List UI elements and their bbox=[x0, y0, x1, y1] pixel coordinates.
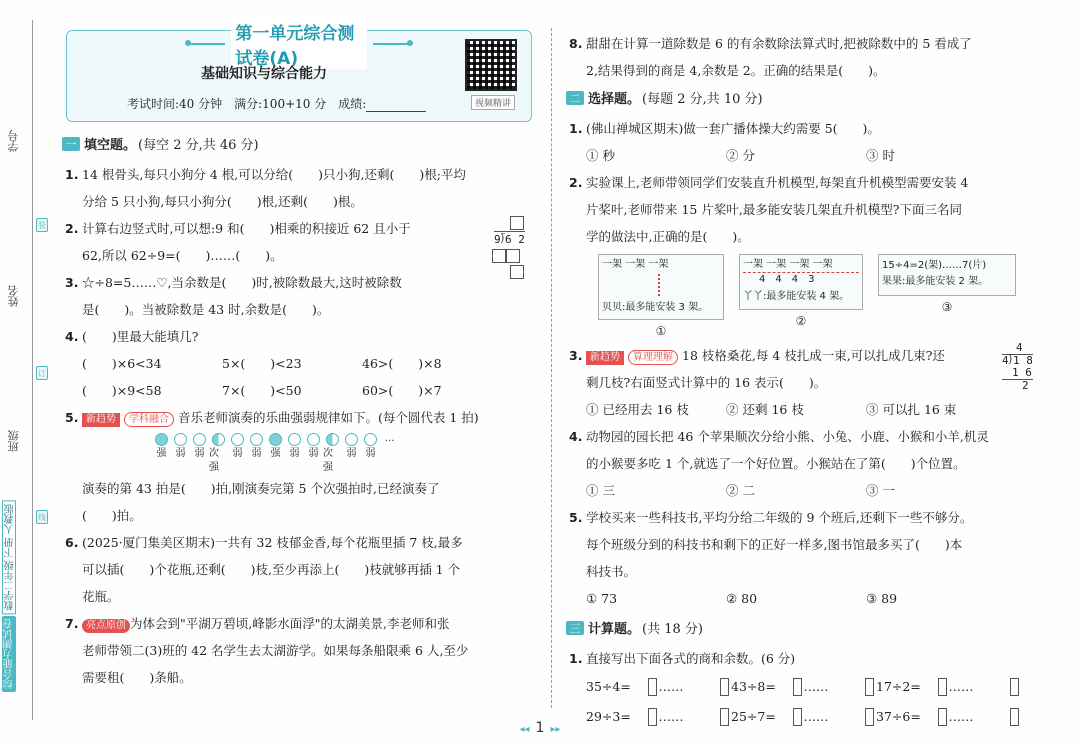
option[interactable]: ② 分 bbox=[726, 148, 755, 163]
beat-label: 弱 bbox=[194, 448, 205, 459]
dots: …… bbox=[803, 679, 829, 694]
question-text: 动物园的园长把 46 个苹果顺次分给小熊、小兔、小鹿、小猴和小羊,机灵 bbox=[586, 429, 989, 444]
question-text: 是( )。当被除数是 43 时,余数是( )。 bbox=[82, 302, 330, 317]
exam-info bbox=[127, 95, 426, 112]
method-top: 15÷4=2(架)……7(片) bbox=[882, 260, 987, 271]
question-number: 4. bbox=[569, 429, 583, 444]
division-line: 9⟌6 2 bbox=[494, 233, 525, 246]
question-choice-3 bbox=[566, 342, 1046, 396]
option[interactable]: ① 已经用去 16 枝 bbox=[586, 402, 689, 417]
beat-label: 弱 bbox=[289, 448, 300, 459]
question-calc-1 bbox=[566, 645, 1046, 672]
question-text: 剩几枝?右面竖式计算中的 16 表示( )。 bbox=[586, 375, 827, 390]
option[interactable]: ③ 89 bbox=[866, 591, 898, 606]
beat bbox=[152, 433, 171, 475]
original-badge: 亮点原创 bbox=[82, 619, 130, 633]
option[interactable]: ② 二 bbox=[726, 483, 755, 498]
question-text: 可以插( )个花瓶,还剩( )枝,至少再添上( )枝就够再插 1 个 bbox=[82, 562, 461, 577]
answer-box[interactable] bbox=[492, 249, 506, 263]
beat-circle bbox=[345, 433, 358, 446]
question-text: 每个班级分到的科技书和剩下的正好一样多,图书馆最多买了( )本 bbox=[586, 537, 963, 552]
question-text: (2025·厦门集美区期末)一共有 32 枝郁金香,每个花瓶里插 7 枝,最多 bbox=[82, 535, 463, 550]
question-fill-7 bbox=[62, 610, 540, 691]
question-text: 实验课上,老师带领同学们安装直升机模型,每架直升机模型需要安装 4 bbox=[586, 175, 969, 190]
method-bottom: 贝贝:最多能安装 3 架。 bbox=[602, 302, 709, 313]
beat-label: 次强 bbox=[323, 448, 333, 473]
question-number: 1. bbox=[65, 167, 79, 182]
class-label: 班级 bbox=[7, 430, 20, 452]
question-number: 5. bbox=[65, 410, 79, 425]
calc-item bbox=[586, 672, 731, 702]
question-text: 科技书。 bbox=[586, 564, 637, 579]
section-name: 计算题。 bbox=[588, 622, 641, 637]
beat-circle bbox=[307, 433, 320, 446]
question-number: 8. bbox=[569, 36, 583, 51]
beat bbox=[247, 433, 266, 475]
beat-sequence bbox=[62, 433, 540, 475]
question-fill-4 bbox=[62, 323, 540, 350]
section-name: 填空题。 bbox=[84, 138, 137, 153]
beat bbox=[285, 433, 304, 475]
beat bbox=[342, 433, 361, 475]
question-choice-4 bbox=[566, 423, 1046, 477]
section-number: 二 bbox=[566, 91, 584, 105]
question-number: 5. bbox=[569, 510, 583, 525]
method-top: 一架 一架 一架 bbox=[602, 259, 669, 270]
beat-circle bbox=[288, 433, 301, 446]
dots: …… bbox=[658, 679, 684, 694]
section-number: 一 bbox=[62, 137, 80, 151]
section-header-calc bbox=[566, 618, 1046, 637]
beat-label: 弱 bbox=[346, 448, 357, 459]
inequality: ( )×9<58 bbox=[82, 383, 162, 398]
binding-mark: 装 bbox=[36, 218, 48, 232]
section-note: (每题 2 分,共 10 分) bbox=[642, 92, 763, 107]
beat-circle bbox=[250, 433, 263, 446]
exam-info-text: 考试时间:40 分钟 满分:100+10 分 成绩: bbox=[127, 97, 367, 111]
right-column bbox=[566, 30, 1046, 732]
question-choice-1 bbox=[566, 115, 1046, 142]
answer-box[interactable] bbox=[793, 678, 802, 696]
question-text: (佛山禅城区期末)做一套广播体操大约需要 5( )。 bbox=[586, 121, 880, 136]
page-footer bbox=[0, 720, 1080, 736]
answer-box[interactable] bbox=[510, 216, 524, 230]
option[interactable]: ① 73 bbox=[586, 591, 618, 606]
calc-item bbox=[731, 672, 876, 702]
question-fill-3 bbox=[62, 269, 540, 323]
dividend: 4⟌1 8 bbox=[1002, 354, 1033, 367]
beat-ellipsis bbox=[380, 433, 399, 475]
qr-label: 视频精讲 bbox=[471, 95, 515, 110]
arrow-left-icon: ◂◂ bbox=[519, 724, 530, 735]
question-text: 计算右边竖式时,可以想:9 和( )相乘的积接近 62 且小于 bbox=[82, 221, 411, 236]
question-text: 花瓶。 bbox=[82, 589, 120, 604]
beat bbox=[209, 433, 228, 475]
expression: 17÷2= bbox=[876, 679, 921, 694]
option[interactable]: ① 三 bbox=[586, 483, 615, 498]
beat bbox=[304, 433, 323, 475]
student-no-label: 学号 bbox=[7, 130, 20, 152]
product: 1 6 bbox=[1002, 367, 1033, 380]
question-text: 音乐老师演奏的乐曲强弱规律如下。(每个圆代表 1 拍) bbox=[178, 410, 479, 425]
option[interactable]: ② 还剩 16 枝 bbox=[726, 402, 804, 417]
binding-mark: 线 bbox=[36, 510, 48, 524]
question-fill-1 bbox=[62, 161, 540, 215]
page-subtitle: 基础知识与综合能力 bbox=[201, 66, 327, 82]
method-frame bbox=[739, 254, 863, 310]
question-fill-8 bbox=[566, 30, 1046, 84]
answer-box[interactable] bbox=[865, 678, 874, 696]
tag-badge: 算理理解 bbox=[628, 350, 678, 365]
answer-box[interactable] bbox=[1010, 678, 1019, 696]
quotient: 4 bbox=[1016, 341, 1023, 354]
inequality: 5×( )<23 bbox=[222, 356, 302, 371]
answer-box[interactable] bbox=[938, 678, 947, 696]
question-choice-5 bbox=[566, 504, 1046, 585]
options-row bbox=[566, 477, 1046, 504]
left-column bbox=[62, 24, 540, 691]
question-text: 老师带领二(3)班的 42 名学生去太湖游学。如果每条船限乘 6 人,至少 bbox=[82, 643, 469, 658]
dots: …… bbox=[658, 709, 684, 724]
score-blank[interactable] bbox=[366, 100, 426, 112]
column-divider bbox=[551, 28, 552, 708]
section-name: 选择题。 bbox=[588, 92, 641, 107]
beat-label: 弱 bbox=[175, 448, 186, 459]
answer-box[interactable] bbox=[648, 678, 657, 696]
title-deco-left bbox=[189, 43, 225, 45]
answer-box[interactable] bbox=[720, 678, 729, 696]
propeller-dots bbox=[658, 274, 720, 296]
question-text: 需要租( )条船。 bbox=[82, 670, 192, 685]
beat-circle bbox=[212, 433, 225, 446]
question-fill-6 bbox=[62, 529, 540, 610]
question-fill-2 bbox=[62, 215, 540, 269]
question-text: 为体会到"平湖万碧顷,峰影水面浮"的太湖美景,李老师和张 bbox=[130, 616, 450, 631]
subject-tag: 数学二年级 下册 人教版 bbox=[2, 500, 16, 614]
beat-label: 弱 bbox=[232, 448, 243, 459]
inequality: ( )×6<34 bbox=[82, 356, 162, 371]
trend-badge: 新趋势 bbox=[82, 413, 120, 427]
question-number: 6. bbox=[65, 535, 79, 550]
beat-circle bbox=[174, 433, 187, 446]
method-picture bbox=[878, 254, 1016, 338]
expression: 35÷4= bbox=[586, 679, 631, 694]
dots: …… bbox=[948, 709, 974, 724]
beat-label: 强 bbox=[270, 448, 281, 459]
method-frame bbox=[878, 254, 1016, 296]
beat-circle bbox=[193, 433, 206, 446]
method-caption[interactable]: ① bbox=[655, 324, 667, 338]
method-mid: 4 4 4 3 bbox=[759, 274, 815, 285]
vertical-division bbox=[1002, 342, 1033, 392]
question-text: 2,结果得到的商是 4,余数是 2。正确的结果是( )。 bbox=[586, 63, 886, 78]
question-text: 学的做法中,正确的是( )。 bbox=[586, 229, 750, 244]
inequality: 60>( )×7 bbox=[362, 383, 442, 398]
tag-badge: 学科融合 bbox=[124, 412, 174, 427]
option[interactable]: ③ 可以扎 16 束 bbox=[866, 402, 957, 417]
option[interactable]: ③ 一 bbox=[866, 483, 895, 498]
beat-circle bbox=[269, 433, 282, 446]
remainder: 2 bbox=[1022, 379, 1029, 392]
option[interactable]: ① 秒 bbox=[586, 148, 615, 163]
section-header-fill bbox=[62, 134, 540, 153]
question-number: 1. bbox=[569, 651, 583, 666]
question-text: ☆÷8=5……♡,当余数是( )时,被除数最大,这时被除数 bbox=[82, 275, 402, 290]
binding-mark: 订 bbox=[36, 366, 48, 380]
inequality: 7×( )<50 bbox=[222, 383, 302, 398]
qr-code-icon[interactable] bbox=[465, 39, 517, 91]
question-text: 学校买来一些科技书,平均分给二年级的 9 个班后,还剩下一些不够分。 bbox=[586, 510, 973, 525]
question-text: 演奏的第 43 拍是( )拍,刚演奏完第 5 个次强拍时,已经演奏了 bbox=[82, 481, 440, 496]
beat-label: 次强 bbox=[209, 448, 219, 473]
beat-circle bbox=[364, 433, 377, 446]
question-fill-5 bbox=[62, 404, 540, 431]
question-number: 7. bbox=[65, 616, 79, 631]
section-note: (共 18 分) bbox=[642, 622, 703, 637]
beat bbox=[171, 433, 190, 475]
expression: 43÷8= bbox=[731, 679, 776, 694]
method-caption[interactable]: ② bbox=[795, 314, 807, 328]
section-header-choice bbox=[566, 88, 1046, 107]
question-text: ( )拍。 bbox=[82, 508, 142, 523]
question-number: 4. bbox=[65, 329, 79, 344]
inequality-row bbox=[62, 377, 540, 404]
expression: 25÷7= bbox=[731, 709, 776, 724]
beat bbox=[266, 433, 285, 475]
page-number: 1 bbox=[535, 720, 545, 736]
question-text: 14 根骨头,每只小狗分 4 根,可以分给( )只小狗,还剩( )根;平均 bbox=[82, 167, 466, 182]
series-tag: 综合能力测试卷 bbox=[2, 616, 16, 692]
title-bar bbox=[183, 19, 415, 69]
title-box bbox=[66, 24, 532, 122]
calc-item bbox=[876, 672, 1021, 702]
question-text: 直接写出下面各式的商和余数。(6 分) bbox=[586, 651, 796, 666]
binding-line bbox=[32, 20, 33, 720]
question-number: 2. bbox=[569, 175, 583, 190]
dots: …… bbox=[803, 709, 829, 724]
name-label: 姓名 bbox=[7, 285, 20, 307]
inequality-row bbox=[62, 350, 540, 377]
ellipsis: … bbox=[384, 433, 395, 444]
title-deco-right bbox=[373, 43, 409, 45]
question-text: 的小猴要多吃 1 个,就选了一个好位置。小猴站在了第( )个位置。 bbox=[586, 456, 966, 471]
question-number: 3. bbox=[65, 275, 79, 290]
method-picture bbox=[598, 254, 724, 338]
expression: 29÷3= bbox=[586, 709, 631, 724]
options-row bbox=[566, 585, 1046, 612]
inequality: 46>( )×8 bbox=[362, 356, 442, 371]
method-bottom: 果果:最多能安装 2 架。 bbox=[882, 276, 989, 287]
binding-strip bbox=[0, 0, 50, 747]
question-text: 甜甜在计算一道除数是 6 的有余数除法算式时,把被除数中的 5 看成了 bbox=[586, 36, 972, 51]
section-number: 三 bbox=[566, 621, 584, 635]
beat bbox=[190, 433, 209, 475]
beat-label: 弱 bbox=[308, 448, 319, 459]
options-row bbox=[566, 396, 1046, 423]
beat-circle bbox=[155, 433, 168, 446]
question-choice-2 bbox=[566, 169, 1046, 250]
calc-row bbox=[566, 672, 1046, 702]
option[interactable]: ③ 时 bbox=[866, 148, 895, 163]
beat-circle bbox=[326, 433, 339, 446]
question-text: ( )里最大能填几? bbox=[82, 329, 199, 344]
method-picture bbox=[739, 254, 863, 338]
page-title: 第一单元综合测试卷(A) bbox=[231, 19, 366, 69]
question-number: 2. bbox=[65, 221, 79, 236]
beat bbox=[361, 433, 380, 475]
beat bbox=[228, 433, 247, 475]
question-fill-5-cont bbox=[62, 475, 540, 529]
question-number: 1. bbox=[569, 121, 583, 136]
expression: 37÷6= bbox=[876, 709, 921, 724]
options-row bbox=[566, 142, 1046, 169]
student-methods bbox=[566, 254, 1016, 338]
question-text: 片桨叶,老师带来 15 片桨叶,最多能安装几架直升机模型?下面三名同 bbox=[586, 202, 963, 217]
option[interactable]: ② 80 bbox=[726, 591, 758, 606]
arrow-right-icon: ▸▸ bbox=[550, 724, 561, 735]
beat-label: 强 bbox=[156, 448, 167, 459]
question-text: 62,所以 62÷9=( )……( )。 bbox=[82, 248, 283, 263]
beat-label: 弱 bbox=[365, 448, 376, 459]
dots: …… bbox=[948, 679, 974, 694]
question-text: 18 枝格桑花,每 4 枝扎成一束,可以扎成几束?还 bbox=[682, 348, 945, 363]
method-caption[interactable]: ③ bbox=[941, 300, 953, 314]
method-bottom: 丫丫:最多能安装 4 架。 bbox=[743, 291, 850, 302]
section-note: (每空 2 分,共 46 分) bbox=[138, 138, 259, 153]
beat-label: 弱 bbox=[251, 448, 262, 459]
question-text: 分给 5 只小狗,每只小狗分( )根,还剩( )根。 bbox=[82, 194, 363, 209]
question-number: 3. bbox=[569, 348, 583, 363]
beat bbox=[323, 433, 342, 475]
method-top: 一架 一架 一架 一架 bbox=[743, 258, 859, 273]
method-frame bbox=[598, 254, 724, 320]
trend-badge: 新趋势 bbox=[586, 351, 624, 365]
answer-box[interactable] bbox=[506, 249, 520, 263]
beat-circle bbox=[231, 433, 244, 446]
